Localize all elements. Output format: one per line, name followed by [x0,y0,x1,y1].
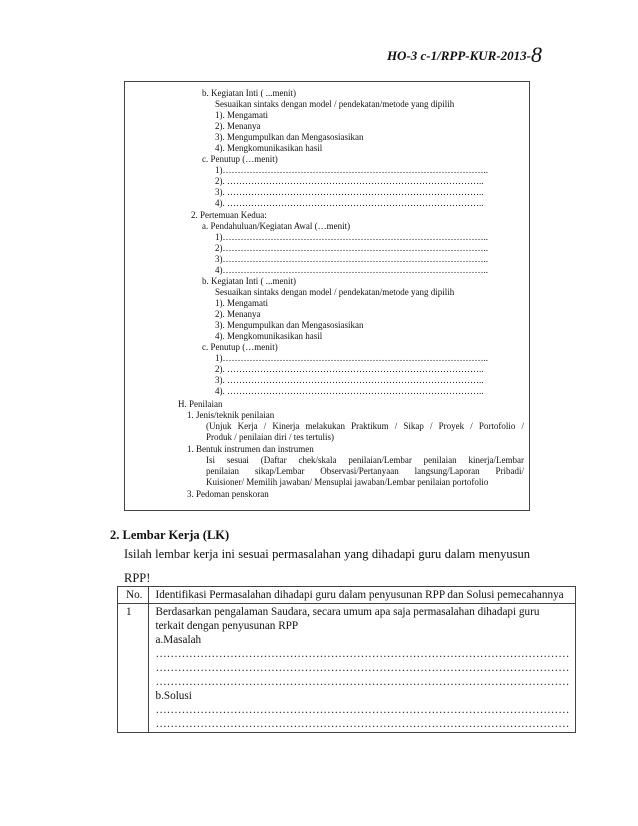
solusi-answer-line[interactable]: ………………………………………………………………………………………………… [155,718,570,730]
table-row [118,604,576,733]
row-intro-text: Berdasarkan pengalaman Saudara, secara umum apa saja permasalahan dihadapi guru terkait dengan penyusunan RPP [155,606,540,632]
masalah-answer-line[interactable]: ………………………………………………………………………………………………… [155,662,570,674]
box-line: 4). Mengkomunikasikan hasil [215,143,323,153]
box-line: Sesuaikan sintaks dengan model / pendekatan/metode yang dipilih [215,99,455,109]
box-line: 2). ………………………………………………………………………….. [215,176,484,186]
box-line: 1). Mengamati [215,110,268,120]
box-line: 3. Pedoman penskoran [187,489,269,499]
box-line: a. Pendahuluan/Kegiatan Awal (…menit) [202,221,351,231]
solusi-label: b.Solusi [155,690,192,702]
box-line: Produk / penilaian diri / tes tertulis) [206,432,334,442]
instruction-text: Isilah lembar kerja ini sesuai permasalahan yang dihadapi guru dalam menyusun [124,547,530,561]
box-line: 2). ………………………………………………………………………….. [215,364,484,374]
section-title-lembar-kerja: 2. Lembar Kerja (LK) [110,528,230,542]
table-header-row [118,587,576,604]
rpp-outline-box [124,81,530,511]
masalah-answer-line[interactable]: ………………………………………………………………………………………………… [155,676,570,688]
document-code: HO-3 c-1/RPP-KUR-2013- [386,48,531,63]
box-line: 4). ………………………………………………………………………….. [215,198,484,208]
box-line: 2). Menanya [215,309,261,319]
row-number: 1 [118,604,149,733]
header-identifikasi: Identifikasi Permasalahan dihadapi guru dalam penyusunan RPP dan Solusi pemecahannya [149,587,576,604]
box-line: 4). Mengkomunikasikan hasil [215,331,323,341]
box-line: Sesuaikan sintaks dengan model / pendekatan/metode yang dipilih [215,287,455,297]
box-line: 2). Menanya [215,121,261,131]
box-line: Isi sesuai (Daftar chek/skala penilaian/Lembar penilaian kinerja/Lembar [206,455,524,465]
box-line: penilaian sikap/Lembar Observasi/Pertanyaan langsung/Laporan Pribadi/ [206,466,524,476]
masalah-answer-line[interactable]: ………………………………………………………………………………………………… [155,648,570,660]
box-line: b. Kegiatan Inti ( ...menit) [202,88,296,98]
box-line: 2. Pertemuan Kedua: [191,210,267,220]
box-line: 4). ………………………………………………………………………….. [215,386,484,396]
box-line: 1)…………………………………………………………………………….. [215,165,488,175]
box-line: 1)…………………………………………………………………………….. [215,353,488,363]
box-line: 3). ………………………………………………………………………….. [215,375,484,385]
box-line: 3). Mengumpulkan dan Mengasosiasikan [215,132,364,142]
worksheet-table [117,586,576,733]
box-line: b. Kegiatan Inti ( ...menit) [202,276,296,286]
solusi-answer-line[interactable]: ………………………………………………………………………………………………… [155,704,570,716]
box-line: 1. Jenis/teknik penilaian [187,410,275,420]
document-header [387,42,542,68]
row-content [149,604,576,733]
box-line: c. Penutup (…menit) [202,342,278,352]
box-line: Kuisioner/ Memilih jawaban/ Mensuplai jawaban/Lembar penilaian portofolio [206,477,489,487]
box-line: 4)…………………………………………………………………………….. [215,265,488,275]
masalah-label: a.Masalah [155,634,202,646]
box-line: (Unjuk Kerja / Kinerja melakukan Praktikum / Sikap / Proyek / Portofolio / [206,421,524,431]
box-line: H. Penilaian [178,399,223,409]
header-no: No. [118,587,149,604]
box-line: c. Penutup (…menit) [202,154,278,164]
box-line: 1)…………………………………………………………………………….. [215,232,488,242]
box-line: 3)…………………………………………………………………………….. [215,254,488,264]
box-line: 3). ………………………………………………………………………….. [215,187,484,197]
instruction-text-end: RPP! [124,571,151,585]
box-line: 2)…………………………………………………………………………….. [215,243,488,253]
box-line: 1). Mengamati [215,298,268,308]
box-line: 1. Bentuk instrumen dan instrumen [187,444,314,454]
page-number: 8 [531,42,542,67]
box-line: 3). Mengumpulkan dan Mengasosiasikan [215,320,364,330]
